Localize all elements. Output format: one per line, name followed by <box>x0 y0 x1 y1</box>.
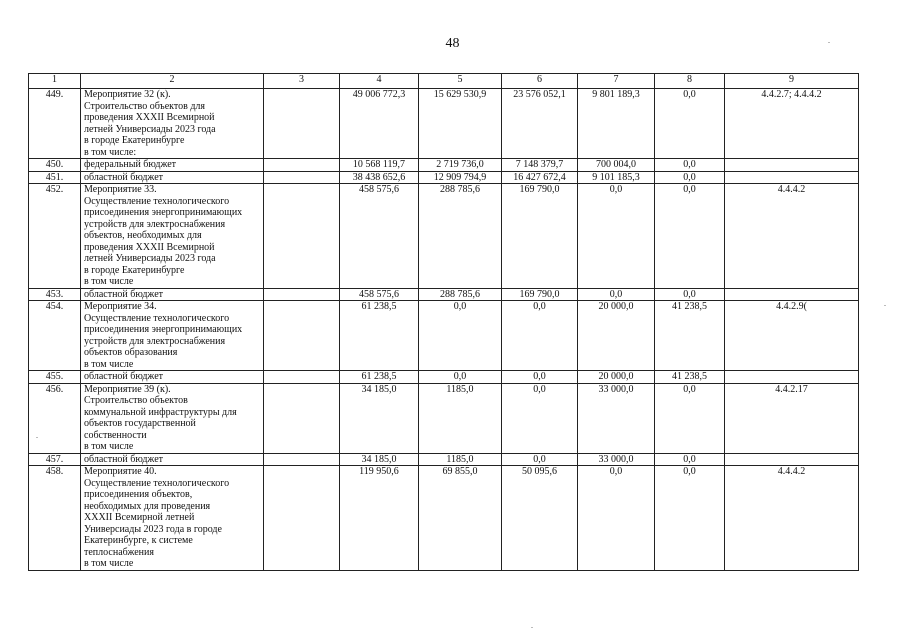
col4-value: 49 006 772,3 <box>340 89 419 159</box>
row-number: 449. <box>29 89 81 159</box>
row-number: 452. <box>29 184 81 289</box>
col6-value: 23 576 052,1 <box>502 89 578 159</box>
col6-value: 169 790,0 <box>502 288 578 301</box>
col7-value: 700 004,0 <box>578 159 655 172</box>
target-indicator-code <box>725 171 859 184</box>
table-row <box>29 159 859 172</box>
col4-value: 38 438 652,6 <box>340 171 419 184</box>
table-row <box>29 453 859 466</box>
col5-value: 1185,0 <box>419 383 502 453</box>
col5-value: 2 719 736,0 <box>419 159 502 172</box>
scan-speck <box>884 305 886 306</box>
col3-value <box>264 453 340 466</box>
col8-value: 0,0 <box>655 453 725 466</box>
column-header: 5 <box>419 74 502 89</box>
header-row <box>29 74 859 89</box>
col5-value: 0,0 <box>419 301 502 371</box>
row-number: 453. <box>29 288 81 301</box>
col7-value: 33 000,0 <box>578 383 655 453</box>
col4-value: 458 575,6 <box>340 288 419 301</box>
row-number: 454. <box>29 301 81 371</box>
target-indicator-code <box>725 371 859 384</box>
col4-value: 61 238,5 <box>340 301 419 371</box>
col8-value: 0,0 <box>655 89 725 159</box>
col7-value: 9 101 185,3 <box>578 171 655 184</box>
col6-value: 16 427 672,4 <box>502 171 578 184</box>
col8-value: 0,0 <box>655 383 725 453</box>
col5-value: 1185,0 <box>419 453 502 466</box>
row-number: 456. <box>29 383 81 453</box>
target-indicator-code <box>725 159 859 172</box>
col7-value: 20 000,0 <box>578 301 655 371</box>
scan-speck <box>36 437 38 438</box>
measure-name: Мероприятие 34. Осуществление технологического присоединения энергопринимающих устройств для электроснабжения объектов образования в том числе <box>81 301 264 371</box>
col4-value: 458 575,6 <box>340 184 419 289</box>
row-number: 450. <box>29 159 81 172</box>
column-header: 4 <box>340 74 419 89</box>
col3-value <box>264 371 340 384</box>
col4-value: 34 185,0 <box>340 453 419 466</box>
measure-name: областной бюджет <box>81 288 264 301</box>
measure-name: Мероприятие 40. Осуществление технологического присоединения объектов, необходимых для проведения XXXII Всемирной летней Универсиады 2023 года в городе Екатеринбурге, к системе теплоснабжения в том числе <box>81 466 264 571</box>
column-header: 3 <box>264 74 340 89</box>
col6-value: 0,0 <box>502 383 578 453</box>
table-row <box>29 301 859 371</box>
measure-name: федеральный бюджет <box>81 159 264 172</box>
col7-value: 0,0 <box>578 184 655 289</box>
col5-value: 15 629 530,9 <box>419 89 502 159</box>
table-row <box>29 466 859 571</box>
col4-value: 34 185,0 <box>340 383 419 453</box>
col8-value: 0,0 <box>655 466 725 571</box>
row-number: 458. <box>29 466 81 571</box>
col8-value: 41 238,5 <box>655 371 725 384</box>
col5-value: 288 785,6 <box>419 184 502 289</box>
col3-value <box>264 184 340 289</box>
col3-value <box>264 159 340 172</box>
col6-value: 7 148 379,7 <box>502 159 578 172</box>
scan-speck <box>828 42 830 43</box>
col8-value: 41 238,5 <box>655 301 725 371</box>
target-indicator-code <box>725 453 859 466</box>
target-indicator-code: 4.4.4.2 <box>725 184 859 289</box>
target-indicator-code: 4.4.2.9( <box>725 301 859 371</box>
col3-value <box>264 89 340 159</box>
page-number: 48 <box>445 36 460 51</box>
funding-table <box>28 73 859 571</box>
column-header: 6 <box>502 74 578 89</box>
table-row <box>29 171 859 184</box>
col3-value <box>264 383 340 453</box>
col5-value: 0,0 <box>419 371 502 384</box>
col7-value: 20 000,0 <box>578 371 655 384</box>
col7-value: 9 801 189,3 <box>578 89 655 159</box>
measure-name: областной бюджет <box>81 371 264 384</box>
table-row <box>29 184 859 289</box>
measure-name: областной бюджет <box>81 453 264 466</box>
col8-value: 0,0 <box>655 184 725 289</box>
row-number: 455. <box>29 371 81 384</box>
col8-value: 0,0 <box>655 288 725 301</box>
target-indicator-code: 4.4.4.2 <box>725 466 859 571</box>
table-row <box>29 89 859 159</box>
measure-name: Мероприятие 33. Осуществление технологического присоединения энергопринимающих устройств для электроснабжения объектов, необходимых для проведения XXXII Всемирной летней Универсиады 2023 года в городе Екатеринбурге в том числе <box>81 184 264 289</box>
column-header: 2 <box>81 74 264 89</box>
col8-value: 0,0 <box>655 171 725 184</box>
col6-value: 169 790,0 <box>502 184 578 289</box>
col7-value: 0,0 <box>578 288 655 301</box>
col7-value: 33 000,0 <box>578 453 655 466</box>
column-header: 9 <box>725 74 859 89</box>
measure-name: областной бюджет <box>81 171 264 184</box>
row-number: 457. <box>29 453 81 466</box>
col3-value <box>264 288 340 301</box>
col5-value: 12 909 794,9 <box>419 171 502 184</box>
col3-value <box>264 171 340 184</box>
scan-speck <box>531 627 533 628</box>
column-header: 7 <box>578 74 655 89</box>
col6-value: 50 095,6 <box>502 466 578 571</box>
col8-value: 0,0 <box>655 159 725 172</box>
table-row <box>29 288 859 301</box>
col6-value: 0,0 <box>502 453 578 466</box>
col3-value <box>264 301 340 371</box>
table-row <box>29 371 859 384</box>
col4-value: 119 950,6 <box>340 466 419 571</box>
measure-name: Мероприятие 39 (к). Строительство объектов коммунальной инфраструктуры для объектов государственной собственности в том числе <box>81 383 264 453</box>
table-row <box>29 383 859 453</box>
measure-name: Мероприятие 32 (к). Строительство объектов для проведения XXXII Всемирной летней Универсиады 2023 года в городе Екатеринбурге в том числе: <box>81 89 264 159</box>
col7-value: 0,0 <box>578 466 655 571</box>
col3-value <box>264 466 340 571</box>
target-indicator-code: 4.4.2.17 <box>725 383 859 453</box>
row-number: 451. <box>29 171 81 184</box>
column-header: 1 <box>29 74 81 89</box>
col5-value: 69 855,0 <box>419 466 502 571</box>
column-header: 8 <box>655 74 725 89</box>
col6-value: 0,0 <box>502 371 578 384</box>
col5-value: 288 785,6 <box>419 288 502 301</box>
target-indicator-code: 4.4.2.7; 4.4.4.2 <box>725 89 859 159</box>
col4-value: 61 238,5 <box>340 371 419 384</box>
col6-value: 0,0 <box>502 301 578 371</box>
col4-value: 10 568 119,7 <box>340 159 419 172</box>
target-indicator-code <box>725 288 859 301</box>
